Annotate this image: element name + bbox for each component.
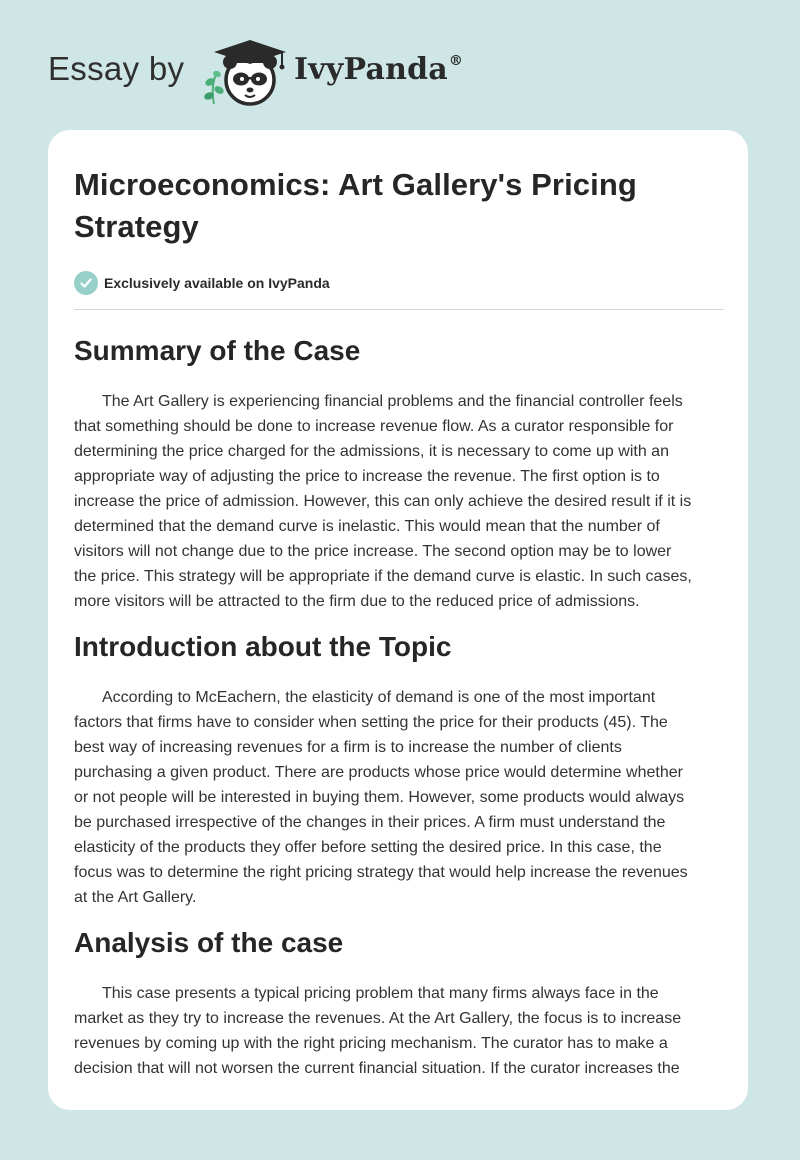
title-divider bbox=[74, 309, 724, 310]
exclusive-badge-text: Exclusively available on IvyPanda bbox=[104, 275, 330, 291]
panda-logo-icon[interactable] bbox=[200, 34, 292, 110]
section-heading-introduction: Introduction about the Topic bbox=[74, 631, 452, 662]
section-paragraph-introduction: According to McEachern, the elasticity of demand is one of the most important factors that firms have to consider when setting the price for their products (45). The best way of increasing revenues for a firm is to increase the number of clients purchasing a given product. There are products whose price would determine whether or not people will be interested in buying them. However, some products would always be purchased irrespective of the changes in their prices. A firm must understand the elasticity of the products they offer before setting the desired price. In this case, the focus was to determine the right pricing strategy that would help increase the revenues at the Art Gallery. bbox=[74, 689, 688, 906]
site-header bbox=[0, 0, 800, 130]
essay-card bbox=[48, 130, 748, 1110]
registered-mark: ® bbox=[448, 53, 464, 69]
section-heading-analysis: Analysis of the case bbox=[74, 927, 344, 958]
section-heading-summary: Summary of the Case bbox=[74, 335, 361, 366]
section-paragraph-analysis: This case presents a typical pricing problem that many firms always face in the market as they try to increase the revenues. At the Art Gallery, the focus is to increase revenues by coming up with the right pricing mechanism. The curator has to make a decision that will not worsen the current financial situation. If the curator increases the bbox=[74, 985, 682, 1077]
essay-by-label: Essay by bbox=[48, 50, 185, 87]
check-circle-icon bbox=[74, 271, 98, 295]
exclusive-badge bbox=[74, 270, 724, 296]
essay-content bbox=[74, 164, 724, 1081]
section-paragraph-summary: The Art Gallery is experiencing financial problems and the financial controller feels that something should be done to increase revenue flow. As a curator responsible for determining the price charged for the admissions, it is necessary to come up with an appropriate way of adjusting the price to increase the revenue. The first option is to increase the price of admission. However, this can only achieve the desired result if it is determined that the demand curve is inelastic. This would mean that the number of visitors will not change due to the price increase. The second option may be to lower the price. This strategy will be appropriate if the demand curve is elastic. In such cases, more visitors will be attracted to the firm due to the reduced price of admissions. bbox=[74, 393, 692, 610]
brand-logo-text[interactable] bbox=[294, 52, 463, 87]
brand-name: IvyPanda bbox=[294, 52, 448, 87]
page-title: Microeconomics: Art Gallery's Pricing Strategy bbox=[74, 167, 637, 244]
